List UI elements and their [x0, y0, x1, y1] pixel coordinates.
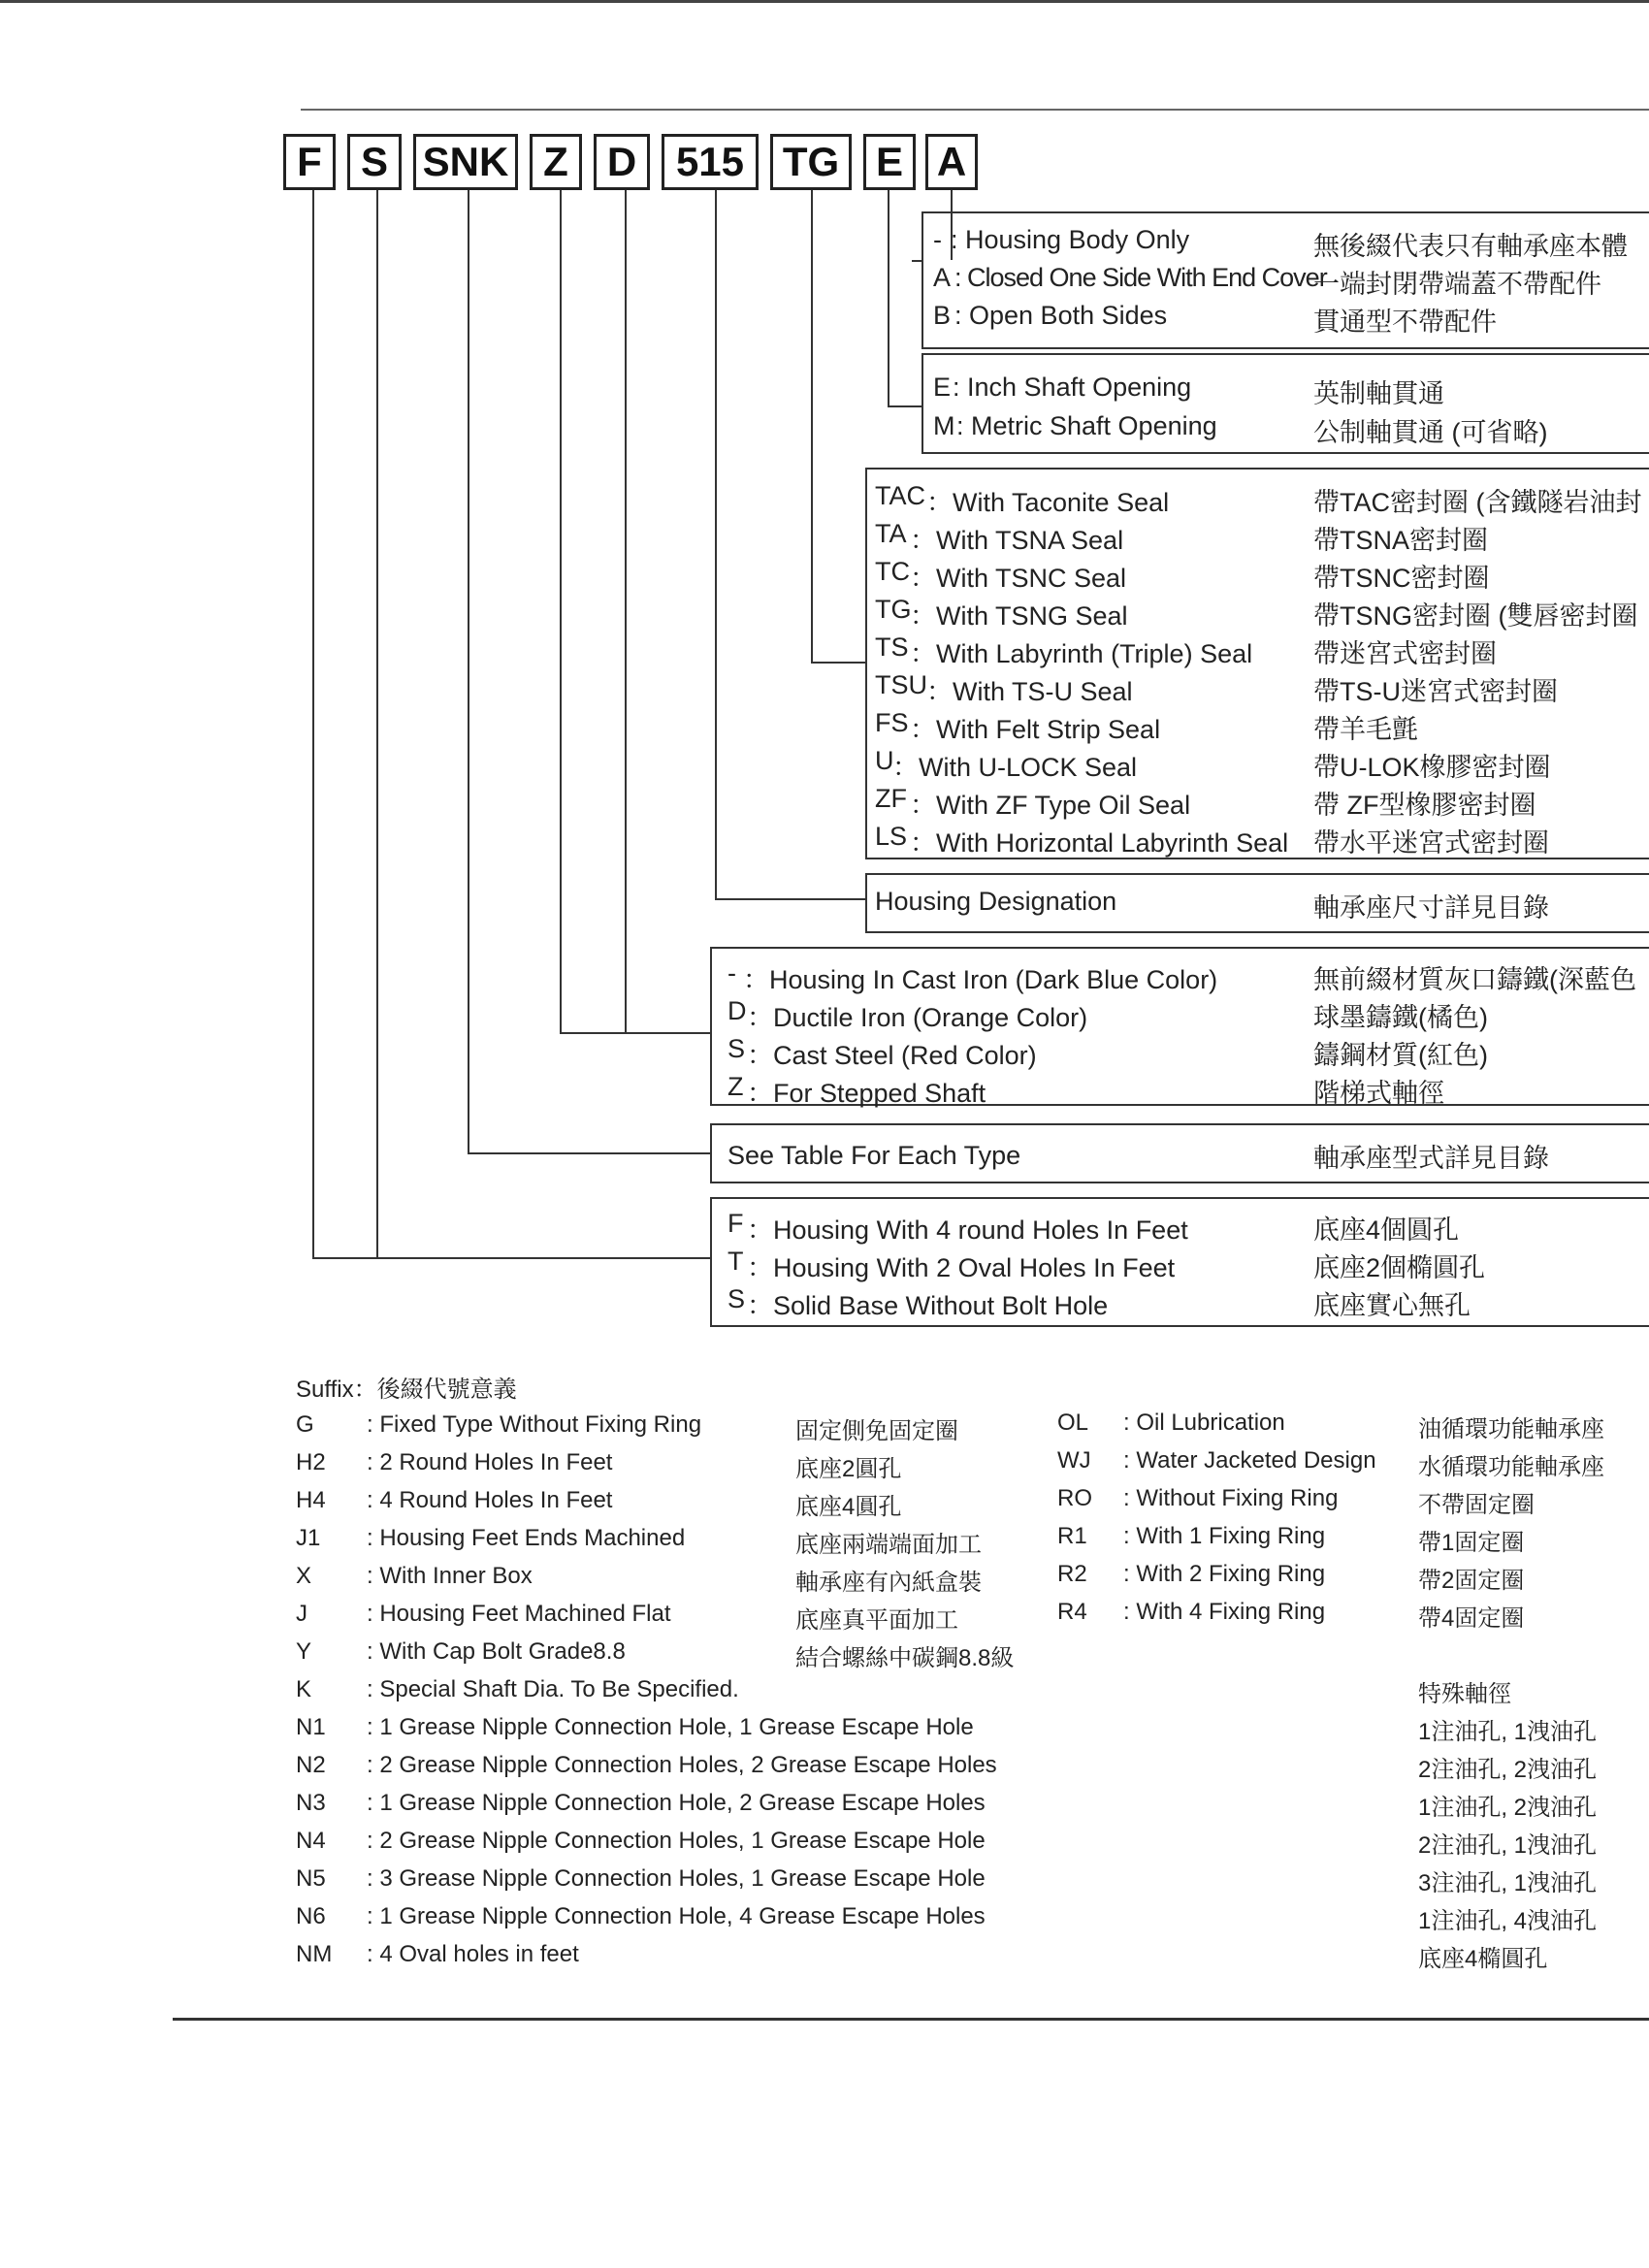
suffix-zh: 帶2固定圈	[1418, 1568, 1525, 1594]
suffix-zh: 軸承座有內紙盒裝	[795, 1570, 982, 1596]
suffix-en: : With Cap Bolt Grade8.8	[367, 1638, 626, 1665]
row-zh: 帶U-LOK橡膠密封圈	[1313, 753, 1551, 782]
suffix-zh: 結合螺絲中碳鋼8.8級	[795, 1645, 1015, 1671]
suffix-code: X	[296, 1563, 312, 1589]
row-en: ：With TSNA Seal	[910, 526, 1124, 555]
suffix-en: : 2 Grease Nipple Connection Holes, 1 Grease Escape Hole	[367, 1828, 986, 1854]
row-en: ：With TSNG Seal	[910, 601, 1128, 631]
row-code: B	[933, 301, 952, 330]
suffix-zh: 帶1固定圈	[1418, 1530, 1525, 1556]
row-en: ：Ductile Iron (Orange Color)	[747, 1003, 1088, 1032]
row-code: TAC	[875, 481, 925, 510]
suffix-code: N2	[296, 1752, 326, 1778]
row-zh: 帶TSNC密封圈	[1313, 564, 1490, 593]
suffix-zh: 1注油孔, 1洩油孔	[1418, 1719, 1598, 1745]
suffix-zh: 帶4固定圈	[1418, 1605, 1525, 1632]
suffix-zh: 底座2圓孔	[795, 1456, 902, 1482]
suffix-code: G	[296, 1411, 314, 1438]
designation-zh: 軸承座尺寸詳見目錄	[1313, 893, 1549, 923]
code-box-z: Z	[530, 134, 582, 190]
row-code: D	[728, 996, 747, 1025]
row-en: ：With Horizontal Labyrinth Seal	[910, 828, 1289, 858]
connector-e	[888, 190, 889, 407]
type-en: See Table For Each Type	[728, 1141, 1021, 1170]
row-en: ：For Stepped Shaft	[747, 1079, 986, 1108]
row-zh: 無前綴材質灰口鑄鐵(深藍色	[1313, 965, 1636, 994]
row-code: TS	[875, 632, 909, 662]
suffix-en: : With 1 Fixing Ring	[1123, 1523, 1326, 1549]
suffix-zh: 不帶固定圈	[1418, 1492, 1535, 1518]
row-en: ：With ZF Type Oil Seal	[910, 791, 1191, 820]
suffix-code: N5	[296, 1865, 326, 1892]
row-code: TG	[875, 595, 912, 624]
suffix-en: : 3 Grease Nipple Connection Holes, 1 Grease Escape Hole	[367, 1865, 986, 1892]
suffix-zh: 特殊軸徑	[1418, 1681, 1511, 1707]
row-en: ：Housing With 4 round Holes In Feet	[747, 1215, 1188, 1245]
row-en: : Open Both Sides	[954, 301, 1168, 330]
row-zh: 底座4個圓孔	[1313, 1215, 1460, 1245]
suffix-en: : Housing Feet Machined Flat	[367, 1601, 671, 1627]
connector-z	[560, 190, 562, 1034]
suffix-code: N6	[296, 1903, 326, 1929]
suffix-en: : With 2 Fixing Ring	[1123, 1561, 1326, 1587]
bottom-rule	[173, 2018, 1649, 2021]
suffix-code: H4	[296, 1487, 326, 1513]
row-code: S	[728, 1034, 746, 1063]
type-zh: 軸承座型式詳見目錄	[1313, 1144, 1549, 1173]
suffix-code: J1	[296, 1525, 321, 1551]
code-box-snk: SNK	[413, 134, 518, 190]
suffix-zh: 底座真平面加工	[795, 1607, 958, 1634]
row-code: M	[933, 411, 955, 440]
connector-tg	[811, 190, 813, 664]
connector-f	[312, 190, 314, 1259]
suffix-code: N4	[296, 1828, 326, 1854]
suffix-en: : 2 Round Holes In Feet	[367, 1449, 613, 1475]
suffix-zh: 1注油孔, 4洩油孔	[1418, 1908, 1598, 1934]
row-en: ：With TS-U Seal	[926, 677, 1133, 706]
row-en: ：With Felt Strip Seal	[910, 715, 1161, 744]
row-zh: 帶TSNA密封圈	[1313, 526, 1489, 555]
suffix-zh: 底座4橢圓孔	[1418, 1946, 1548, 1972]
row-en: ：Housing In Cast Iron (Dark Blue Color)	[743, 965, 1218, 994]
row-code: S	[728, 1284, 746, 1313]
row-zh: 帶水平迷宮式密封圈	[1313, 828, 1549, 858]
code-box-f: F	[283, 134, 336, 190]
row-zh: 帶 ZF型橡膠密封圈	[1313, 791, 1536, 820]
row-zh: 帶TS-U迷宮式密封圈	[1313, 677, 1558, 706]
connector-snk	[468, 190, 469, 1154]
row-en: : Housing Body Only	[951, 225, 1190, 254]
row-en: : Inch Shaft Opening	[953, 373, 1192, 402]
suffix-code: J	[296, 1601, 307, 1627]
row-zh: 帶TAC密封圈 (含鐵隧岩油封	[1313, 488, 1642, 517]
suffix-zh: 3注油孔, 1洩油孔	[1418, 1870, 1598, 1896]
code-box-a: A	[925, 134, 978, 190]
row-zh: 無後綴代表只有軸承座本體	[1313, 232, 1628, 261]
connector-d	[625, 190, 627, 1034]
suffix-zh: 底座兩端端面加工	[795, 1532, 982, 1558]
suffix-en: : 1 Grease Nipple Connection Hole, 4 Grease Escape Holes	[367, 1903, 986, 1929]
connector-a-dash	[912, 260, 922, 262]
suffix-title: Suffix：後綴代號意義	[296, 1377, 517, 1403]
connector-s	[376, 190, 378, 1259]
suffix-en: : Without Fixing Ring	[1123, 1485, 1339, 1511]
header-rule	[301, 109, 1649, 111]
connector-e-h	[888, 405, 922, 407]
row-zh: 鑄鋼材質(紅色)	[1313, 1041, 1488, 1070]
suffix-code: H2	[296, 1449, 326, 1475]
row-code: U	[875, 746, 894, 775]
row-zh: 底座2個橢圓孔	[1313, 1253, 1486, 1282]
suffix-en: : 1 Grease Nipple Connection Hole, 2 Grease Escape Holes	[367, 1790, 986, 1816]
row-code: FS	[875, 708, 909, 737]
suffix-code: OL	[1057, 1409, 1089, 1436]
row-en: ：Cast Steel (Red Color)	[747, 1041, 1037, 1070]
row-code: T	[728, 1247, 744, 1276]
row-zh: 貫通型不帶配件	[1313, 308, 1497, 337]
row-en: ：With U-LOCK Seal	[892, 753, 1138, 782]
connector-zd-h	[560, 1032, 710, 1034]
suffix-code: N1	[296, 1714, 326, 1740]
suffix-zh: 2注油孔, 1洩油孔	[1418, 1832, 1598, 1859]
row-zh: 公制軸貫通 (可省略)	[1313, 418, 1548, 447]
row-en: ：Housing With 2 Oval Holes In Feet	[747, 1253, 1176, 1282]
suffix-zh: 2注油孔, 2洩油孔	[1418, 1757, 1598, 1783]
row-en: ：With Taconite Seal	[926, 488, 1170, 517]
row-code: LS	[875, 822, 908, 851]
row-en: : Closed One Side With End Cover	[954, 263, 1327, 292]
suffix-code: R2	[1057, 1561, 1087, 1587]
row-code: A	[933, 263, 952, 292]
row-en: ：With TSNC Seal	[910, 564, 1127, 593]
page-top-rule	[0, 0, 1649, 3]
row-code: -	[728, 958, 736, 988]
code-box-s: S	[347, 134, 402, 190]
suffix-en: : 1 Grease Nipple Connection Hole, 1 Grease Escape Hole	[367, 1714, 974, 1740]
code-box-515: 515	[662, 134, 759, 190]
row-zh: 階梯式軸徑	[1313, 1079, 1444, 1108]
suffix-code: Y	[296, 1638, 312, 1665]
suffix-code: WJ	[1057, 1447, 1091, 1474]
suffix-code: RO	[1057, 1485, 1092, 1511]
row-code: -	[933, 225, 942, 254]
row-zh: 帶迷宮式密封圈	[1313, 639, 1497, 668]
suffix-zh: 底座4圓孔	[795, 1494, 902, 1520]
suffix-code: R1	[1057, 1523, 1087, 1549]
suffix-code: NM	[296, 1941, 333, 1967]
row-en: : Metric Shaft Opening	[956, 411, 1217, 440]
suffix-zh: 油循環功能軸承座	[1418, 1416, 1604, 1442]
suffix-en: : 4 Oval holes in feet	[367, 1941, 579, 1967]
row-code: TC	[875, 557, 910, 586]
row-zh: 球墨鑄鐵(橘色)	[1313, 1003, 1488, 1032]
connector-515-h	[715, 898, 865, 900]
connector-515	[715, 190, 717, 900]
suffix-code: R4	[1057, 1599, 1087, 1625]
row-en: ：Solid Base Without Bolt Hole	[747, 1291, 1109, 1320]
suffix-en: : Water Jacketed Design	[1123, 1447, 1376, 1474]
row-en: ：With Labyrinth (Triple) Seal	[910, 639, 1253, 668]
suffix-en: : Housing Feet Ends Machined	[367, 1525, 686, 1551]
suffix-en: : Fixed Type Without Fixing Ring	[367, 1411, 702, 1438]
suffix-en: : Special Shaft Dia. To Be Specified.	[367, 1676, 739, 1702]
row-zh: 一端封閉帶端蓋不帶配件	[1313, 270, 1601, 299]
code-box-d: D	[594, 134, 650, 190]
suffix-code: K	[296, 1676, 312, 1702]
row-code: TA	[875, 519, 907, 548]
suffix-en: : Oil Lubrication	[1123, 1409, 1285, 1436]
suffix-code: N3	[296, 1790, 326, 1816]
code-box-e: E	[863, 134, 916, 190]
connector-tg-h	[811, 662, 865, 664]
suffix-en: : 4 Round Holes In Feet	[367, 1487, 613, 1513]
row-zh: 英制軸貫通	[1313, 379, 1444, 408]
suffix-en: : 2 Grease Nipple Connection Holes, 2 Grease Escape Holes	[367, 1752, 997, 1778]
suffix-zh: 1注油孔, 2洩油孔	[1418, 1795, 1598, 1821]
suffix-en: : With Inner Box	[367, 1563, 533, 1589]
row-zh: 帶TSNG密封圈 (雙唇密封圈	[1313, 601, 1638, 631]
suffix-en: : With 4 Fixing Ring	[1123, 1599, 1326, 1625]
row-code: Z	[728, 1072, 744, 1101]
code-box-tg: TG	[770, 134, 852, 190]
row-zh: 帶羊毛氈	[1313, 715, 1418, 744]
suffix-zh: 固定側免固定圈	[795, 1418, 958, 1444]
row-zh: 底座實心無孔	[1313, 1291, 1471, 1320]
designation-en: Housing Designation	[875, 887, 1117, 916]
row-code: TSU	[875, 670, 927, 699]
suffix-zh: 水循環功能軸承座	[1418, 1454, 1604, 1480]
row-code: ZF	[875, 784, 907, 813]
row-code: E	[933, 373, 952, 402]
row-code: F	[728, 1209, 744, 1238]
connector-fs-h	[312, 1257, 710, 1259]
connector-snk-h	[468, 1152, 710, 1154]
